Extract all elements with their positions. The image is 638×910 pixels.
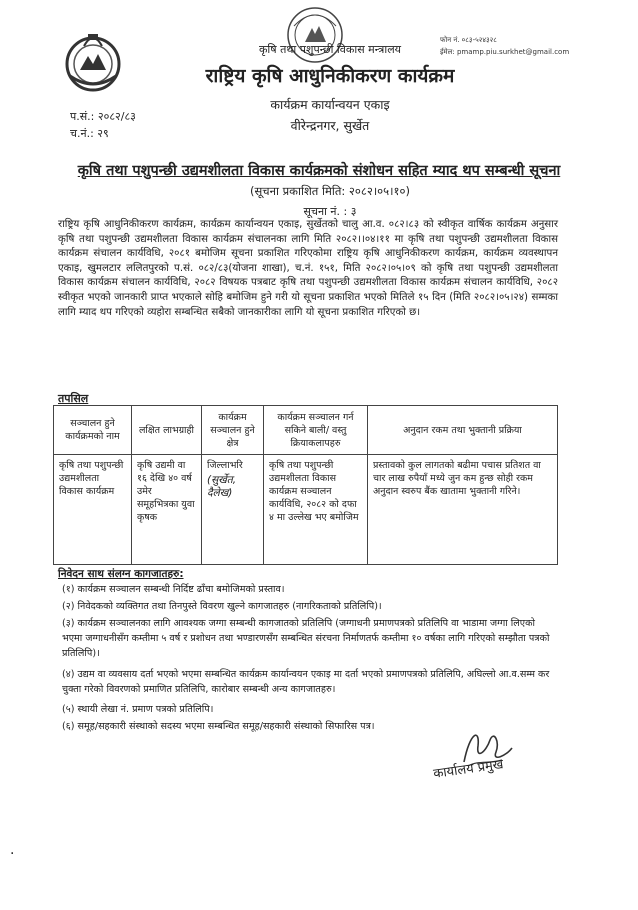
table-header-row <box>54 406 558 455</box>
attachment-item: (३) कार्यक्रम सञ्चालनका लागि आवश्यक जग्गा सम्बन्धी कागजातको प्रतिलिपि (जग्गाधनी प्रमाणपत्रको प्रतिलिपि वा भाडामा जग्गा लिएको भएमा जग्गाधनीसँग कम्तीमा ५ वर्ष र प्रशोधन तथा भण्डारणसँग सम्बन्धित संरचना निर्माणतर्फ कम्तीमा १० वर्षका लागि गरिएको सम्झौता पत्रको प्रतिलिपि)। <box>62 618 550 659</box>
office-chief-title: कार्यालय प्रमुख <box>432 757 505 782</box>
table-cell: कृषि उद्यमी वा १६ देखि ४० वर्ष उमेर समूहभित्रका युवा कृषक <box>132 455 202 565</box>
contact-phone: फोन नं. ०८३-५२४३२८ <box>440 36 497 44</box>
table-header: सञ्चालन हुने कार्यक्रमको नाम <box>54 406 132 455</box>
page-mark: · <box>10 846 15 862</box>
nepal-emblem-icon <box>58 26 128 96</box>
table-header: कार्यक्रम सञ्चालन हुने क्षेत्र <box>202 406 264 455</box>
attachment-item: (१) कार्यक्रम सञ्चालन सम्बन्धी निर्दिष्ट ढाँचा बमोजिमको प्रस्ताव। <box>62 584 285 595</box>
contact-info <box>440 34 630 58</box>
table-row <box>54 455 558 565</box>
attachment-item: (२) निवेदकको व्यक्तिगत तथा तिनपुस्ते विवरण खुल्ने कागजातहरु (नागरिकताको प्रतिलिपि)। <box>62 601 382 612</box>
notice-body: राष्ट्रिय कृषि आधुनिकीकरण कार्यक्रम, कार्यक्रम कार्यान्वयन एकाइ, सुर्खेतको चालु आ.व. ०८२।८३ को स्वीकृत वार्षिक कार्यक्रम अनुसार कृषि तथा पशुपन्छी उद्यमशीलता विकास कार्यक्रम संचालनका लागि मिति २०८२।।०४।११ मा कृषि तथा पशुपन्छी उद्यमशीलता विकास कार्यक्रम संचालन कार्यविधि, २०८१ बमोजिम सूचना प्रकाशित गरिएकोमा राष्ट्रिय कृषि आधुनिकीकरण कार्यक्रम, कार्यक्रम व्यवस्थापन एकाइ, खुमलटार ललितपुरको प.सं. ०८२/८३(योजना शाखा), च.नं. १५१, मिति २०८२।०५।०९ को कृषि तथा पशुपन्छी उद्यमशीलता विकास कार्यक्रम संचालन कार्यविधि, २०८२ विषयक पत्रबाट कृषि तथा पशुपन्छी उद्यमशीलता विकास कार्यक्रम संचालन कार्यविधि, २०८२ स्वीकृत भएको जानकारी प्राप्त भएकाले सोहि बमोजिम हुने गरी यो सूचना प्रकाशित भएको मितिले १५ दिन (मिति २०८२।०५।२४) सम्मका लागि म्याद थप गरिएको व्यहोरा सम्बन्धित सबैको जानकारीका लागि यो सूचना प्रकाशित गरिएको छ। <box>58 219 558 318</box>
table-cell: कृषि तथा पशुपन्छी उद्यमशीलता विकास कार्यक्रम सञ्चालन कार्यविधि, २०८२ को दफा ४ मा उल्लेख भए बमोजिम <box>264 455 368 565</box>
notice-number: सूचना नं. : ३ <box>303 205 357 218</box>
published-date: (सूचना प्रकाशित मिति: २०८२।०५।१०) <box>250 184 410 198</box>
program-details-table <box>53 405 558 565</box>
ministry-name: कृषि तथा पशुपन्छी विकास मन्त्रालय <box>258 43 402 56</box>
attachments-heading: निवेदन साथ संलग्न कागजातहरु: <box>58 568 184 580</box>
notice-title: कृषि तथा पशुपन्छी उद्यमशीलता विकास कार्यक्रमको संशोधन सहित म्याद थप सम्बन्धी सूचना <box>77 163 561 179</box>
table-cell: प्रस्तावको कुल लागतको बढीमा पचास प्रतिशत वा चार लाख रुपैयाँ मध्ये जुन कम हुन्छ सोही रकम अनुदान स्वरुप बैंक खातामा भुक्तानी गरिने। <box>368 455 558 565</box>
handwritten-note: (सुर्खेत, दैलेख) <box>207 474 237 499</box>
details-label: तपसिल <box>58 392 89 405</box>
reference-number: च.नं.: २९ <box>70 127 109 140</box>
table-header: अनुदान रकम तथा भुक्तानी प्रक्रिया <box>368 406 558 455</box>
unit-name: कार्यक्रम कार्यान्वयन एकाइ <box>270 97 390 112</box>
table-cell: कृषि तथा पशुपन्छी उद्यमशीलता विकास कार्यक्रम <box>54 455 132 565</box>
contact-email: ईमेल: pmamp.piu.surkhet@gmail.com <box>440 48 570 56</box>
table-header: लक्षित लाभग्राही <box>132 406 202 455</box>
table-header: कार्यक्रम सञ्चालन गर्न सकिने बाली/ वस्तु क्रियाकलापहरु <box>264 406 368 455</box>
reference-fiscal: प.सं.: २०८२/८३ <box>70 110 136 123</box>
attachment-item: (६) समूह/सहकारी संस्थाको सदस्य भएमा सम्बन्धित समूह/सहकारी संस्थाको सिफारिस पत्र। <box>62 721 375 732</box>
attachment-item: (५) स्थायी लेखा नं. प्रमाण पत्रको प्रतिलिपि। <box>62 704 214 715</box>
attachment-item: (४) उद्यम वा व्यवसाय दर्ता भएको भएमा सम्बन्धित कार्यक्रम कार्यान्वयन एकाइ मा दर्ता भएको प्रमाणपत्रको प्रतिलिपि, अघिल्लो आ.व.सम्म कर चुक्ता गरेको विवरणको प्रमाणित प्रतिलिपि, कारोबार सम्बन्धी अन्य कागजातहरु। <box>62 669 550 695</box>
table-cell-area <box>202 455 264 565</box>
area-text: जिल्लाभरि <box>207 460 243 471</box>
office-address: वीरेन्द्रनगर, सुर्खेत <box>290 118 370 133</box>
program-name: राष्ट्रिय कृषि आधुनिकीकरण कार्यक्रम <box>205 65 455 87</box>
